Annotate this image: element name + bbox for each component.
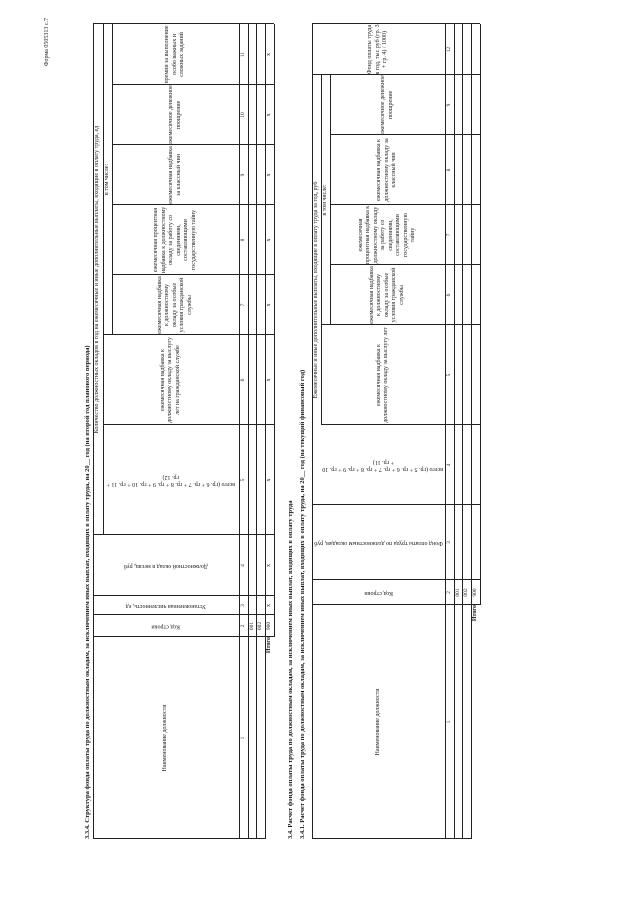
sec1-x-10: х [265, 113, 272, 117]
sec1-colnum-5: 5 [240, 478, 247, 482]
sec1-x-9: х [265, 173, 272, 177]
sec1-colnum-7: 7 [240, 303, 247, 307]
sec2-colnum-3: 3 [446, 541, 453, 544]
sec1-total-label: Итого [265, 637, 272, 654]
sec1-header-c7: ежемесячная надбавка к должностному окладу за особые условия гражданской службы [156, 276, 193, 334]
sec1-header-position: Наименование должности [162, 704, 169, 772]
sec2-colnum-2: 2 [446, 591, 453, 594]
sec1-header-c9: ежемесячная надбавка за классный чин [168, 146, 182, 204]
sec1-colnum-11: 11 [240, 51, 247, 58]
section-3-4-1-title: 3.4.1. Расчет фонда оплаты труда по должностным окладам, за исключением иных выплат, входящих в оплату труда, на 20__ год (на текущий финансовый год) [299, 369, 306, 839]
sec2-header-total: всего (гр. 5 + гр. 6 + гр. 7 + гр. 8 + гр. 9 + гр. 10 + гр. 11) [322, 459, 444, 473]
sec1-x-4: х [265, 564, 272, 567]
sec2-header-group: Ежемесячные и иные дополнительные выплаты, входящие в оплату труда за год, руб [312, 181, 319, 399]
sec1-header-in-that: в том числе: [103, 163, 110, 196]
sec2-code-900: 900 [472, 588, 479, 597]
section-3-4-title: 3.4. Расчет фонда оплаты труда по должностным окладам, за исключением иных выплат, входящих в оплату труда [287, 500, 294, 839]
sec2-code-002: 002 [463, 588, 470, 597]
sec1-colnum-10: 10 [240, 112, 247, 118]
sec1-header-c8: ежемесячная процентная надбавка к должностному окладу за работу со сведениями, составляющими государственную тайну [153, 206, 197, 274]
sec2-colnum-8: 8 [446, 168, 453, 172]
sec2-header-c9: ежемесячное денежное поощрение [380, 75, 394, 135]
sec2-header-code: Код строки [364, 590, 393, 597]
sec1-header-staff: Установленная численность, ед [125, 603, 207, 610]
sec1-colnum-3: 3 [240, 604, 247, 607]
sec1-colnum-8: 8 [240, 238, 247, 242]
sec2-total-label: Итого [471, 605, 478, 622]
form-label: Форма 0505313 с.7 [44, 18, 50, 67]
sec2-header-fund-salary: Фонд оплаты труда по должностным окладам, руб [314, 540, 443, 547]
sec2-header-position: Наименование должности [374, 688, 381, 756]
sec2-header-c6: ежемесячная надбавка к должностному окладу за особые условия гражданской службы [368, 266, 405, 324]
sec1-header-group: Количество должностных окладов в год на ежемесячные и иные дополнительные выплаты, входящие в оплату труда, ед [94, 125, 101, 434]
sec2-colnum-5: 5 [446, 373, 453, 377]
sec1-code-900: 900 [266, 621, 273, 631]
sec2-colnum-12: 12 [446, 46, 453, 53]
sec1-header-c11: премии за выполнение особо важных и сложных заданий [164, 25, 186, 84]
sec1-header-code: Код строки [151, 623, 181, 630]
sec2-colnum-7: 7 [446, 233, 453, 237]
sec1-code-002: 002 [257, 621, 264, 631]
sec1-x-11: х [265, 53, 272, 56]
sec1-x-5: х [265, 478, 272, 482]
sec1-x-8: х [265, 238, 272, 242]
sec1-colnum-6: 6 [240, 378, 247, 382]
sec2-code-001: 001 [454, 588, 461, 597]
sec2-header-c5: ежемесячная надбавка к должностному окладу за выслугу лет [375, 327, 389, 423]
sec1-colnum-9: 9 [240, 173, 247, 177]
sec1-x-7: х [265, 303, 272, 307]
sec1-colnum-2: 2 [240, 624, 247, 628]
sec2-colnum-6: 6 [446, 293, 453, 297]
sec1-code-001: 001 [248, 621, 255, 631]
sec1-header-c10: ежемесячное денежное поощрение [168, 85, 182, 145]
sec1-header-c6: ежемесячная надбавка к должностному окладу за выслугу лет на гражданской службе [159, 337, 181, 423]
sec2-colnum-1: 1 [446, 720, 453, 724]
sec2-header-c7: ежемесячная процентная надбавка к должностному окладу за работу со сведениями, составляющими государственную тайну [357, 205, 416, 265]
sec1-x-6: х [265, 378, 272, 382]
sec1-x-3: х [265, 604, 272, 607]
sec1-header-total: всего (гр. 6 + гр. 7 + гр. 8 + гр. 9 + гр. 10 + гр. 11 + гр. 12) [106, 474, 236, 488]
sec1-colnum-4: 4 [240, 564, 247, 567]
section-3-3-4-title: 3.3.4. Структура фонда оплаты труда по должностным окладам, за исключением иных выплат, входящих в оплату труда, на 20__ год (на второй год планового периода) [84, 345, 91, 839]
sec2-header-c8: ежемесячная надбавка к должностному окладу за классный чин [376, 138, 398, 202]
sec1-colnum-1: 1 [240, 736, 247, 740]
sec2-colnum-9: 9 [446, 103, 453, 107]
sec1-header-salary: Должностной оклад в месяц, руб [123, 563, 209, 570]
sec2-header-c12: Фонд оплаты труда в год, тыс руб (гр. 3 + гр. 4) / 1000) [367, 24, 389, 75]
sec2-header-in-that: в том числе: [321, 184, 328, 216]
sec2-colnum-4: 4 [446, 463, 453, 467]
